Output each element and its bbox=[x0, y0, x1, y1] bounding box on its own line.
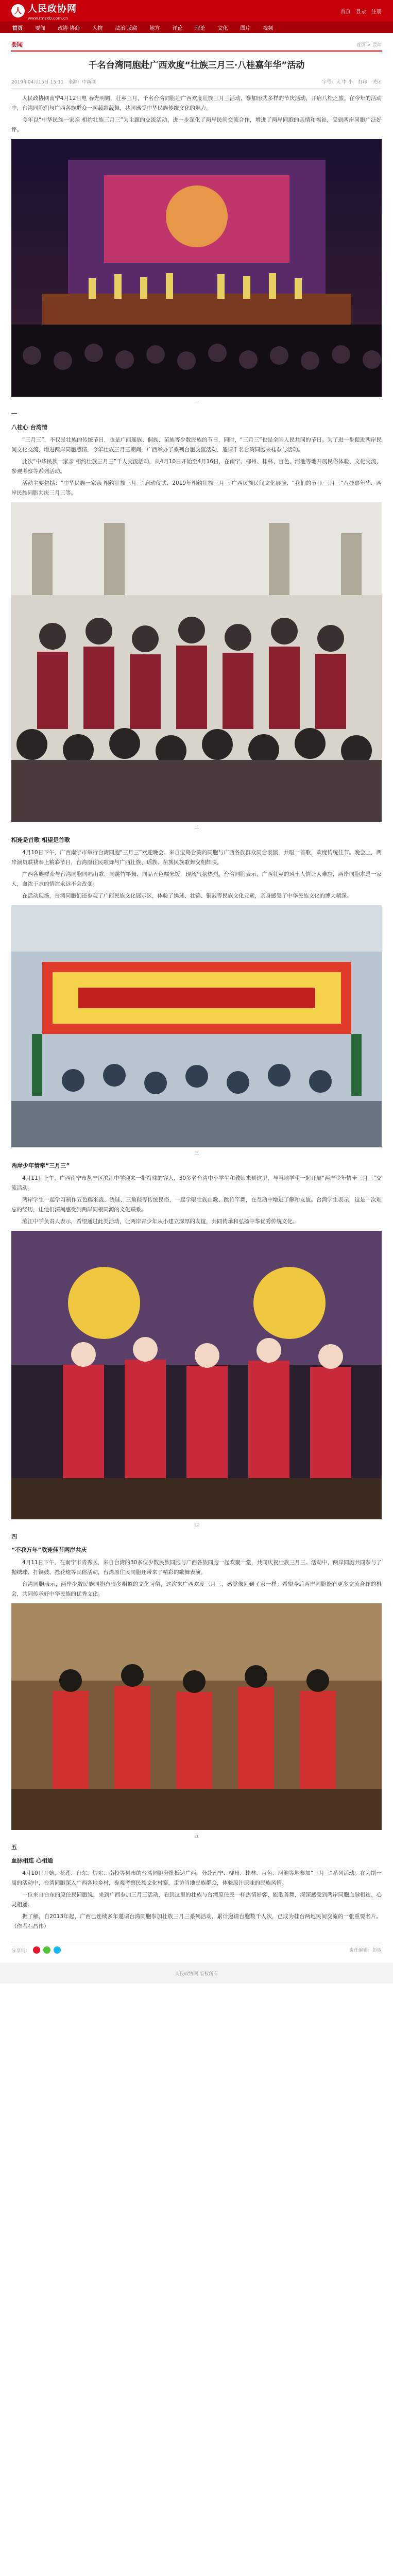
paragraph: 据了解，自2013年起，广西已连续多年邀请台湾同胞参加壮族三月三系列活动，累计邀请台胞数千人次，已成为桂台两地民间交流的一张重要名片。（作者石昌伟） bbox=[11, 1913, 382, 1929]
photo-caption: 二 bbox=[194, 825, 199, 831]
nav-item-home[interactable]: 首页 bbox=[12, 25, 23, 31]
nav-item-theory[interactable]: 理论 bbox=[195, 25, 206, 31]
paragraph: 此次“中华民族一家亲 相约壮族三月三”千人交流活动，从4月10日开始至4月16日，在南宁、柳州、桂林、百色、河池等地开展民俗体验、文化交流、参观考察等系列活动。 bbox=[11, 459, 382, 474]
section-title: 相逢是首歌 相望是首歌 bbox=[11, 837, 70, 843]
header-link-home[interactable]: 首页 bbox=[340, 9, 351, 15]
crowd-photo-graphic bbox=[11, 502, 382, 822]
section-number: 一 bbox=[11, 411, 17, 417]
article-source: 来源：中新网 bbox=[68, 80, 96, 85]
crumb-bar bbox=[11, 40, 382, 52]
nav-item-law[interactable]: 法治·反腐 bbox=[115, 25, 138, 31]
logo-icon: 人 bbox=[11, 4, 25, 18]
wechat-icon[interactable] bbox=[43, 1946, 50, 1954]
close-link[interactable]: 关闭 bbox=[372, 80, 382, 85]
photo-caption: 一 bbox=[194, 400, 199, 405]
section-title: 八桂心 台湾情 bbox=[11, 424, 47, 431]
article bbox=[0, 59, 393, 1954]
paragraph: 今年以“中华民族一家亲 相约壮族三月三”为主题的交流活动，进一步深化了两岸民间交流合作，增进了两岸同胞的亲情和福祉，受到两岸同胞广泛好评。 bbox=[11, 117, 382, 133]
section-title: 两岸少年情牵“三月三” bbox=[11, 1162, 70, 1169]
main-nav bbox=[0, 22, 393, 33]
paragraph: 4月11日上午，广西南宁市邕宁区滨江中学迎来一批特殊的客人，30多名台湾中小学生和教师来到这里，与当地学生一起开展“两岸少年情牵三月三”交流活动。 bbox=[11, 1175, 382, 1191]
paragraph: 4月10日开始，花莲、台东、屏东、南投等县市的台湾同胞分批抵达广西，分赴南宁、柳州、桂林、百色、河池等地参加“三月三”系列活动。在为期一周的活动中，台湾同胞深入广西各地乡村，参观考察民族文化村寨，走访当地民族群众，体验原汁原味的民族风情。 bbox=[11, 1870, 382, 1886]
article-meta bbox=[11, 78, 382, 89]
header-links bbox=[340, 7, 382, 15]
paragraph: 在活动现场，台湾同胞们还参观了广西民族文化展示区，体验了绣球、壮锦、铜鼓等民族文化元素，亲身感受了中华民族文化的博大精深。 bbox=[22, 893, 352, 899]
page-footer bbox=[0, 1963, 393, 1984]
header-link-login[interactable]: 登录 bbox=[356, 9, 366, 15]
performers-photo-graphic bbox=[11, 1231, 382, 1519]
share-label: 分享到： bbox=[11, 1948, 30, 1954]
nav-item-opinion[interactable]: 评论 bbox=[172, 25, 183, 31]
paragraph: “三月三”，不仅是壮族的传统节日，也是广西瑶族、侗族、苗族等少数民族的节日，同时，“三月三”也是全国人民共同的节日。为了进一步促进两岸民间文化交流，增进两岸同胞感情，今年壮族三月三期间，广西举办了系列台胞交流活动，邀请千名台湾同胞来桂参与活动。 bbox=[11, 437, 382, 453]
article-title: 千名台湾同胞赴广西欢度“壮族三月三·八桂嘉年华”活动 bbox=[88, 60, 305, 71]
performers-photo bbox=[11, 1231, 382, 1519]
top-header bbox=[0, 0, 393, 22]
share-bar bbox=[11, 1946, 61, 1954]
site-logo[interactable] bbox=[11, 2, 77, 21]
nav-item-people[interactable]: 人物 bbox=[92, 25, 103, 31]
logo-text: 人民政协网 bbox=[28, 3, 77, 14]
paragraph: 人民政协网南宁4月12日电 春光明媚，壮乡三月，千名台湾同胞赴广西欢度壮族三月三活动，参加形式多样的节庆活动，开启八桂之旅。在今年的活动中，台湾同胞们与广西各族群众一起载歌载舞，共同感受中华民族传统文化的魅力。 bbox=[11, 95, 382, 111]
crowd-photo bbox=[11, 502, 382, 822]
paragraph: 广西各族群众与台湾同胞同唱山歌、同跳竹竿舞、同品五色糯米饭，现场气氛热烈。台湾同胞表示，广西壮乡的风土人情让人难忘，两岸同胞本是一家人，血浓于水的情谊永远不会改变。 bbox=[11, 871, 382, 887]
paragraph: 一位来自台东的原住民同胞说，来到广西参加三月三活动，看到这里的壮族与台湾原住民一样热情好客、能歌善舞，深深感受到两岸同胞血脉相连、心灵相通。 bbox=[11, 1892, 382, 1908]
stage-photo bbox=[11, 139, 382, 397]
paragraph: 4月11日下午，在南宁市青秀区，来自台湾的30多位少数民族同胞与广西各族同胞一起欢聚一堂，共同庆祝壮族三月三。活动中，两岸同胞共同参与了抛绣球、打铜鼓、抢花炮等民俗活动，台湾原住民同胞还带来了精彩的歌舞表演。 bbox=[11, 1560, 382, 1575]
nav-item-culture[interactable]: 文化 bbox=[217, 25, 228, 31]
font-size-options[interactable]: 字号：大 中 小 bbox=[322, 80, 353, 85]
paragraph: 活动主要包括：“中华民族一家亲 相约壮族三月三”启动仪式、2019年相约壮族三月三·广西民族民间文化展演、“我们的节日·三月三”八桂嘉年华、两岸民族同胞共庆三月三等。 bbox=[11, 480, 382, 496]
nav-item-cppcc[interactable]: 政协·协商 bbox=[58, 25, 80, 31]
section-title: 血脉相连 心相通 bbox=[11, 1857, 53, 1864]
article-footer bbox=[11, 1942, 382, 1954]
nav-item-local[interactable]: 地方 bbox=[149, 25, 160, 31]
dance-photo bbox=[11, 1603, 382, 1830]
breadcrumb[interactable]: 首页 > 要闻 bbox=[356, 42, 382, 48]
paragraph: 滨江中学负责人表示，希望通过此类活动，让两岸青少年从小建立深厚的友谊，共同传承和弘扬中华优秀传统文化。 bbox=[22, 1218, 298, 1225]
header-link-register[interactable]: 注册 bbox=[371, 9, 382, 15]
section-number: 四 bbox=[11, 1533, 17, 1540]
stage-photo-graphic bbox=[11, 139, 382, 397]
nav-item-photos[interactable]: 图片 bbox=[240, 25, 251, 31]
paragraph: 两岸学生一起学习制作五色糯米饭、绣球、三角粽等传统民俗，一起学唱壮族山歌、跳竹竿舞，在互动中增进了解和友谊。台湾学生表示，这是一次难忘的经历，让他们深刻感受到两岸同根同源的文化联系。 bbox=[11, 1197, 382, 1213]
photo-caption: 五 bbox=[194, 1834, 199, 1839]
paragraph: 4月10日下午，广西南宁市举行台湾同胞“三月三”欢迎晚会。来自宝岛台湾的同胞与广西各族群众同台表演，共唱一首歌，欢度传统佳节。晚会上，两岸演员联袂奉上精彩节目，台湾原住民歌舞与广西壮族、瑶族、苗族民族歌舞交相辉映。 bbox=[11, 850, 382, 866]
photo-caption: 四 bbox=[194, 1523, 199, 1528]
qq-icon[interactable] bbox=[54, 1946, 61, 1954]
photo-caption: 三 bbox=[194, 1151, 199, 1156]
section-number: 五 bbox=[11, 1844, 17, 1851]
section-tag[interactable]: 要闻 bbox=[11, 41, 23, 48]
logo-subtext: www.rmzxb.com.cn bbox=[28, 15, 69, 21]
nav-item-news[interactable]: 要闻 bbox=[35, 25, 45, 31]
banner-photo bbox=[11, 905, 382, 1147]
weibo-icon[interactable] bbox=[33, 1946, 40, 1954]
dance-photo-graphic bbox=[11, 1603, 382, 1830]
editor-credit: 责任编辑：彭敏 bbox=[349, 1948, 382, 1953]
section-title: “不我万年”欣逢佳节两岸共庆 bbox=[11, 1547, 87, 1553]
paragraph: 台湾同胞表示，两岸少数民族同胞有很多相似的文化习俗，这次来广西欢度三月三，感觉像回到了家一样。希望今后两岸同胞能有更多交流合作的机会，共同传承好中华民族的优秀文化。 bbox=[11, 1581, 382, 1597]
copyright-text: 人民政协网 版权所有 bbox=[175, 1971, 218, 1977]
nav-item-video[interactable]: 视频 bbox=[263, 25, 274, 31]
print-link[interactable]: 打印 bbox=[357, 80, 367, 85]
article-date: 2019年04月15日 15:11 bbox=[11, 80, 64, 85]
banner-photo-graphic bbox=[11, 905, 382, 1147]
